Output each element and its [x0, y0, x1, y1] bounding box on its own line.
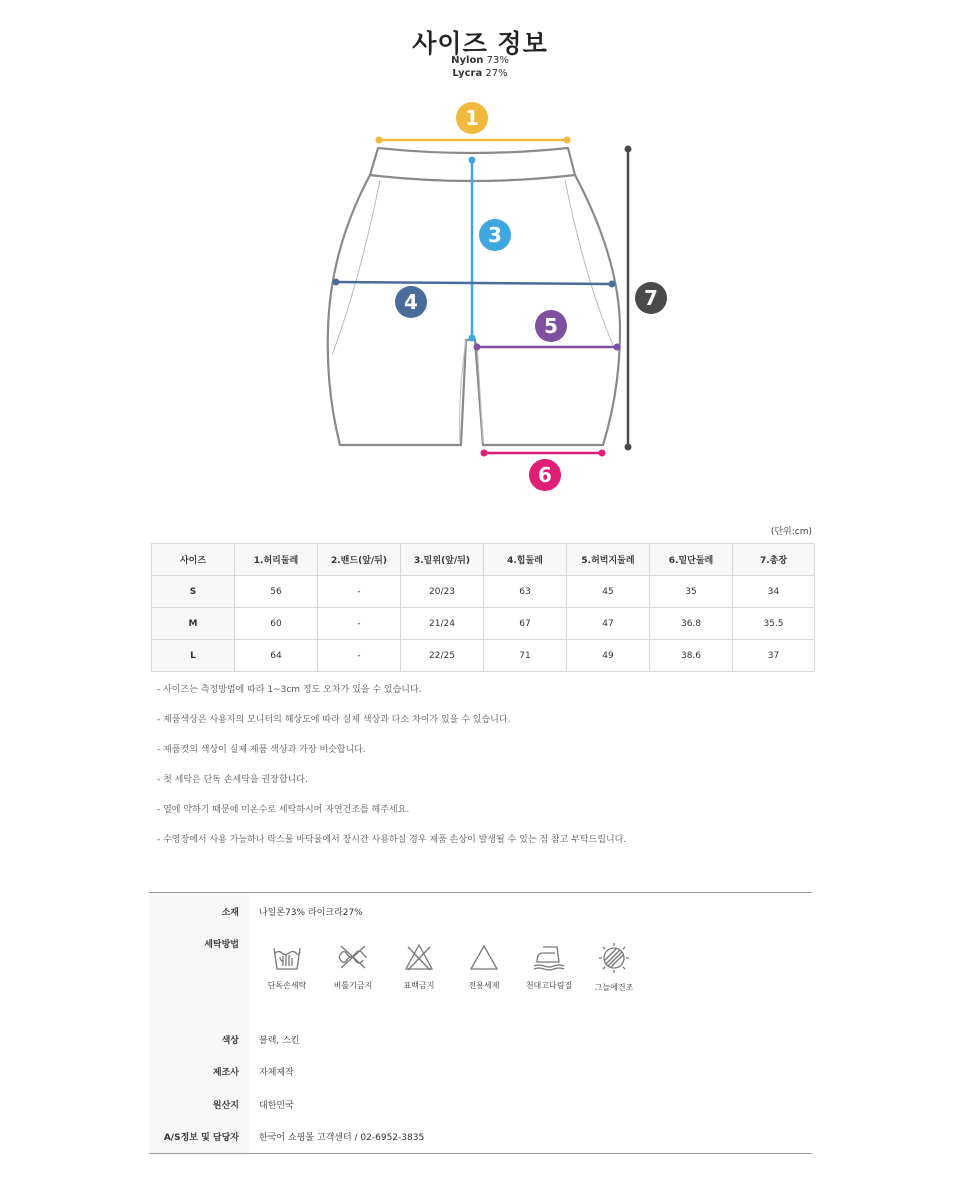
table-cell: 67: [484, 608, 567, 640]
care-caption: 표백금지: [403, 981, 435, 990]
info-label: 제조사: [212, 1068, 239, 1078]
note-item: - 첫 세탁은 단독 손세탁을 권장합니다.: [157, 775, 308, 785]
size-table-header-row: [152, 544, 815, 576]
care-item-shade-dry: [582, 942, 646, 993]
note-item: - 사이즈는 측정방법에 따라 1~3cm 정도 오차가 있을 수 있습니다.: [157, 685, 422, 695]
table-cell: 21/24: [401, 608, 484, 640]
table-row: [152, 608, 815, 640]
marker-6: [529, 459, 561, 491]
size-cell: L: [152, 640, 235, 672]
marker-5: [535, 310, 567, 342]
header-cell-band: 2.밴드(앞/뒤): [318, 544, 401, 576]
measure-line-4: [333, 279, 616, 288]
info-label: 세탁방법: [204, 940, 239, 950]
shade-dry-icon: [597, 942, 631, 974]
measure-line-1: [376, 137, 571, 144]
shorts-illustration: [328, 148, 620, 445]
table-cell: 47: [567, 608, 650, 640]
table-cell: 20/23: [401, 576, 484, 608]
table-cell: 35.5: [733, 608, 815, 640]
table-cell: 49: [567, 640, 650, 672]
info-label: 색상: [221, 1036, 239, 1046]
header-cell-size: 사이즈: [152, 544, 235, 576]
measure-line-3: [469, 157, 476, 342]
care-item-no-wring: [321, 942, 385, 991]
special-detergent-icon: [468, 942, 500, 972]
table-cell: -: [318, 640, 401, 672]
product-info-table: [149, 892, 812, 1154]
table-cell: 64: [235, 640, 318, 672]
table-cell: 45: [567, 576, 650, 608]
measure-line-5: [474, 344, 621, 351]
care-caption: 그늘에건조: [594, 983, 634, 992]
header-cell-thigh: 5.허벅지둘레: [567, 544, 650, 576]
header-cell-hip: 4.힙둘레: [484, 544, 567, 576]
no-bleach-icon: [403, 942, 435, 972]
care-item-special-detergent: [452, 942, 516, 991]
no-wring-icon: [335, 942, 371, 972]
care-caption: 전용세제: [468, 981, 500, 990]
care-item-no-bleach: [387, 942, 451, 991]
svg-text:6: 6: [538, 463, 552, 487]
table-cell: 38.6: [650, 640, 733, 672]
size-cell: M: [152, 608, 235, 640]
table-cell: 60: [235, 608, 318, 640]
table-cell: 34: [733, 576, 815, 608]
marker-3: [479, 219, 511, 251]
measure-line-6: [481, 450, 606, 457]
svg-text:5: 5: [544, 314, 558, 338]
table-cell: 22/25: [401, 640, 484, 672]
svg-text:3: 3: [488, 223, 502, 247]
table-cell: 56: [235, 576, 318, 608]
note-item: - 제품색상은 사용자의 모니터의 해상도에 따라 실제 색상과 다소 차이가 있을 수 있습니다.: [157, 715, 511, 725]
info-label: A/S정보 및 담당자: [163, 1133, 239, 1143]
fabric-composition: [0, 54, 960, 80]
care-caption: 천대고다림질: [525, 981, 573, 990]
page-title: 사이즈 정보: [412, 29, 548, 58]
size-table: [151, 543, 815, 672]
svg-text:1: 1: [465, 106, 479, 130]
fabric-line-nylon: Nylon 73%: [451, 55, 509, 66]
care-caption: 단독손세탁: [267, 981, 307, 990]
care-icons: [255, 942, 655, 1002]
care-item-hand-wash: [255, 942, 319, 991]
info-value: 대한민국: [259, 1101, 294, 1111]
info-value: 블랙, 스킨: [259, 1036, 300, 1046]
note-item: - 제품컷의 색상이 실제 제품 색상과 가장 비슷합니다.: [157, 745, 366, 755]
unit-label: (단위:cm): [770, 527, 812, 537]
care-item-iron: [517, 942, 581, 991]
table-cell: -: [318, 576, 401, 608]
table-cell: 36.8: [650, 608, 733, 640]
table-cell: 35: [650, 576, 733, 608]
marker-7: [635, 282, 667, 314]
note-item: - 열에 약하기 때문에 미온수로 세탁하시어 자연건조를 해주세요.: [157, 805, 410, 815]
header-cell-length: 7.총장: [733, 544, 815, 576]
table-cell: -: [318, 608, 401, 640]
table-cell: 37: [733, 640, 815, 672]
info-value: 한국어 쇼핑몰 고객센터 / 02-6952-3835: [259, 1133, 425, 1143]
note-item: - 수영장에서 사용 가능하나 락스물 바닥물에서 장시간 사용하실 경우 제품 손상이 발생될 수 있는 점 참고 부탁드립니다.: [157, 835, 627, 845]
info-value: 자체제작: [259, 1068, 294, 1078]
header-cell-rise: 3.밑위(앞/뒤): [401, 544, 484, 576]
table-cell: 63: [484, 576, 567, 608]
measure-line-7: [625, 146, 632, 451]
iron-with-cloth-icon: [531, 942, 567, 972]
table-row: [152, 576, 815, 608]
info-label: 소재: [221, 908, 239, 918]
header-cell-waist: 1.허리둘레: [235, 544, 318, 576]
fabric-line-lycra: Lycra 27%: [452, 68, 508, 79]
svg-text:4: 4: [404, 290, 418, 314]
hand-wash-icon: [270, 942, 304, 972]
size-cell: S: [152, 576, 235, 608]
table-cell: 71: [484, 640, 567, 672]
size-diagram: [0, 95, 960, 505]
svg-text:7: 7: [644, 286, 658, 310]
notes-list: [157, 684, 626, 864]
info-value: 나일론73% 라이크라27%: [259, 908, 363, 918]
care-caption: 비틀기금지: [333, 981, 373, 990]
info-label-column: [149, 893, 249, 1153]
marker-1: [456, 102, 488, 134]
header-cell-hem: 6.밑단둘레: [650, 544, 733, 576]
marker-4: [395, 286, 427, 318]
table-row: [152, 640, 815, 672]
info-label: 원산지: [212, 1101, 239, 1111]
